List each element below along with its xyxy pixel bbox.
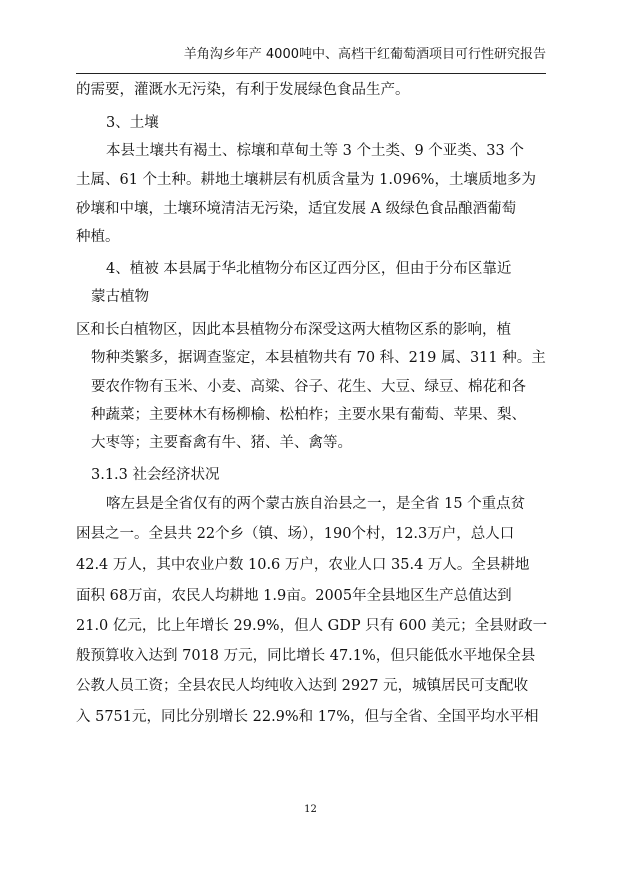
section-heading-soil: 3、土壤 [106, 115, 159, 131]
text-line: 面积 68万亩，农民人均耕地 1.9亩。2005年全县地区生产总值达到 [76, 588, 512, 604]
text-line: 般预算收入达到 7018 万元，同比增长 47.1%，但只能低水平地保全县 [76, 648, 536, 664]
text-line: 的需要，灌溉水无污染，有利于发展绿色食品生产。 [76, 82, 410, 98]
page-number: 12 [304, 804, 317, 815]
text-line: 困县之一。全县共 22个乡（镇、场），190个村，12.3万户，总人口 [76, 526, 515, 542]
text-line: 喀左县是全省仅有的两个蒙古族自治县之一，是全省 15 个重点贫 [106, 496, 526, 512]
section-heading-vegetation: 4、植被 本县属于华北植物分布区辽西分区，但由于分布区靠近 [106, 261, 512, 277]
text-line: 入 5751元，同比分别增长 22.9%和 17%，但与全省、全国平均水平相 [76, 709, 539, 725]
page-header-title: 羊角沟乡年产 4000吨中、高档干红葡萄酒项目可行性研究报告 [183, 47, 546, 62]
text-line: 物种类繁多，据调查鉴定，本县植物共有 70 科、219 属、311 种。主 [91, 350, 546, 366]
text-line: 区和长白植物区，因此本县植物分布深受这两大植物区系的影响，植 [76, 322, 511, 338]
text-line: 种蔬菜；主要林木有杨柳榆、松柏柞；主要水果有葡萄、苹果、梨、 [91, 407, 526, 423]
text-line: 砂壤和中壤，土壤环境清洁无污染，适宜发展 A 级绿色食品酿酒葡萄 [76, 201, 517, 217]
text-line: 要农作物有玉米、小麦、高粱、谷子、花生、大豆、绿豆、棉花和各 [91, 379, 526, 395]
section-heading-socioeconomic: 3.1.3 社会经济状况 [91, 467, 220, 483]
text-line: 42.4 万人，其中农业户数 10.6 万户，农业人口 35.4 万人。全县耕地 [76, 557, 530, 573]
text-line: 种植。 [76, 229, 120, 245]
text-line: 大枣等；主要畜禽有牛、猪、羊、禽等。 [91, 435, 352, 451]
text-line: 21.0 亿元，比上年增长 29.9%，但人 GDP 只有 600 美元；全县财政一 [76, 618, 548, 634]
text-line: 公教人员工资；全县农民人均纯收入达到 2927 元，城镇居民可支配收 [76, 678, 529, 694]
text-line: 蒙古植物 [91, 289, 149, 305]
text-line: 本县土壤共有褐土、棕壤和草甸土等 3 个土类、9 个亚类、33 个 [106, 143, 524, 159]
header-divider [76, 73, 546, 74]
text-line: 土属、61 个土种。耕地土壤耕层有机质含量为 1.096%，土壤质地多为 [76, 172, 536, 188]
